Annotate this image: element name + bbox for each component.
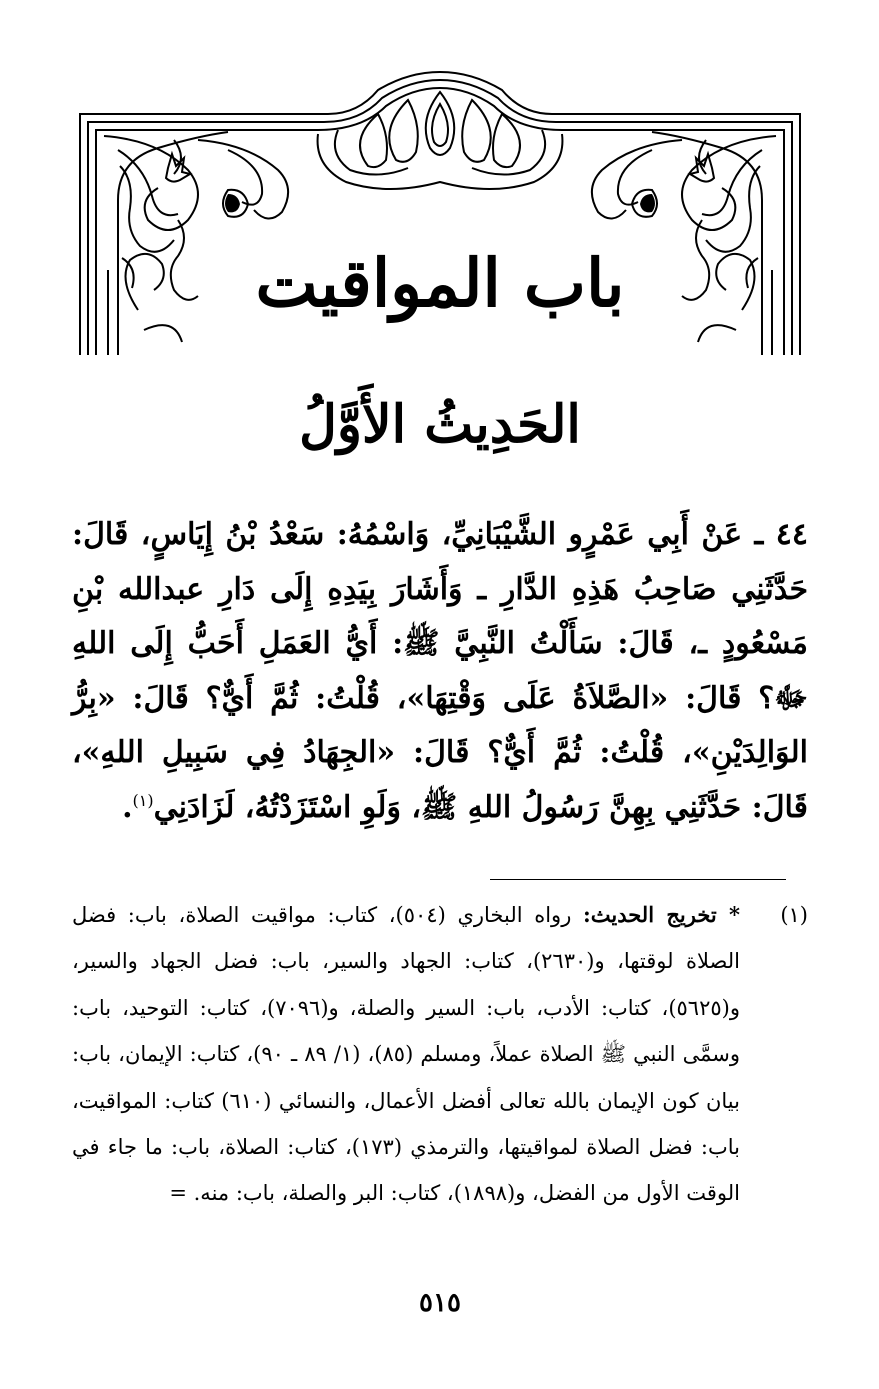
- chapter-title: باب المواقيت: [255, 244, 625, 322]
- hadith-text: [72, 508, 808, 835]
- footnote: [72, 892, 808, 1217]
- footnote-separator: [490, 879, 786, 880]
- footnote-body: [72, 892, 740, 1217]
- hadith-heading: الحَدِيثُ الأَوَّلُ: [299, 394, 581, 455]
- footnote-lead: * تخريج الحديث:: [583, 902, 740, 927]
- footnote-reference[interactable]: (١): [132, 790, 154, 810]
- hadith-end: .: [122, 789, 133, 825]
- hadith-number: ٤٤: [775, 517, 808, 552]
- page-number: ٥١٥: [419, 1288, 461, 1318]
- footnote-text: رواه البخاري (٥٠٤)، كتاب: مواقيت الصلاة، باب: فضل الصلاة لوقتها، و(٢٦٣٠)، كتاب: الجهاد والسير، باب: فضل الجهاد والسير، و(٥٦٢٥)، كتاب: الأدب، باب: السير والصلة، و(٧٠٩٦)، كتاب: التوحيد، باب: وسمَّى النبي ﷺ الصلاة عملاً، ومسلم (٨٥)، (١/ ٨٩ ـ ٩٠)، كتاب: الإيمان، باب: بيان كون الإيمان بالله تعالى أفضل الأعمال، والنسائي (٦١٠) كتاب: المواقيت، باب: فضل الصلاة لمواقيتها، والترمذي (١٧٣)، كتاب: الصلاة، باب: ما جاء في الوقت الأول من الفضل، و(١٨٩٨)، كتاب: البر والصلة، باب: منه. =: [72, 903, 740, 1206]
- footnote-marker: (١): [780, 903, 808, 927]
- hadith-body: ـ عَنْ أَبِي عَمْرٍو الشَّيْبَانِيِّ، وَاسْمُهُ: سَعْدُ بْنُ إِيَاسٍ، قَالَ: حَدَّثَنِي صَاحِبُ هَذِهِ الدَّارِ ـ وَأَشَارَ بِيَدِهِ إِلَى دَارِ عبدالله بْنِ مَسْعُودٍ ـ، قَالَ: سَأَلْتُ النَّبِيَّ ﷺ: أَيُّ العَمَلِ أَحَبُّ إِلَى اللهِ ﷻ؟ قَالَ: «الصَّلاَةُ عَلَى وَقْتِهَا»، قُلْتُ: ثُمَّ أَيٌّ؟ قَالَ: «بِرُّ الوَالِدَيْنِ»، قُلْتُ: ثُمَّ أَيٌّ؟ قَالَ: «الجِهَادُ فِي سَبِيلِ اللهِ»، قَالَ: حَدَّثَنِي بِهِنَّ رَسُولُ اللهِ ﷺ، وَلَوِ اسْتَزَدْتُهُ، لَزَادَنِي: [72, 517, 809, 825]
